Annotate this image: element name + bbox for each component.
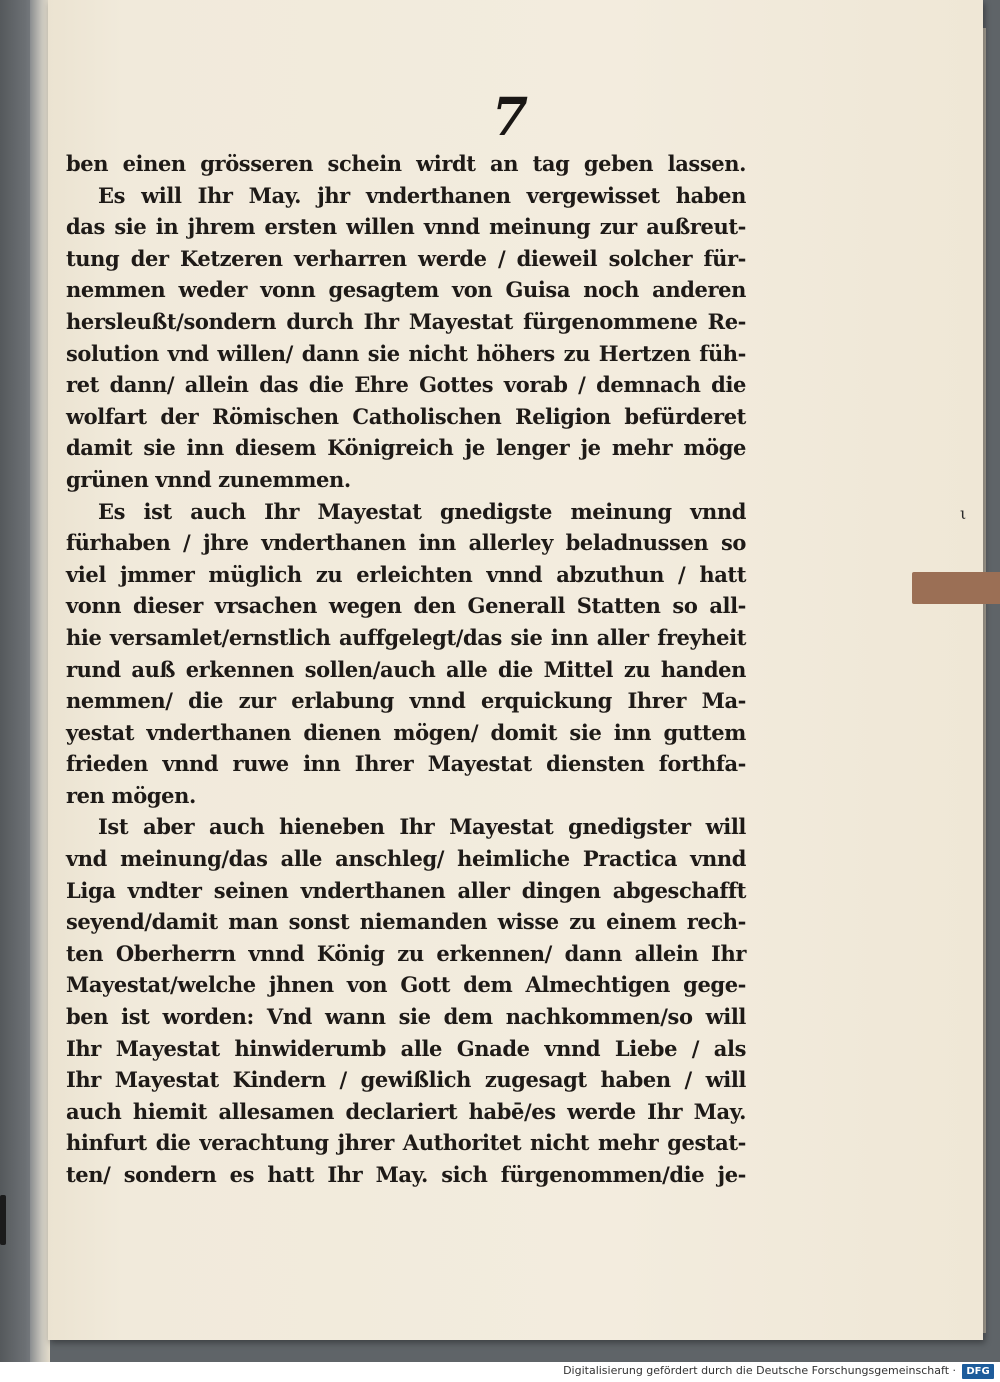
text-line: vonn dieser vrsachen wegen den Generall Statten so all- bbox=[66, 593, 746, 619]
text-line: das sie in jhrem ersten willen vnnd meinung zur außreut- bbox=[66, 214, 746, 240]
text-line: vnd meinung/das alle anschleg/ heimliche Practica vnnd bbox=[66, 846, 746, 872]
text-line: fürhaben / jhre vnderthanen inn allerley beladnussen so bbox=[66, 530, 746, 556]
text-line: ben einen grösseren schein wirdt an tag geben lassen. bbox=[66, 151, 746, 176]
text-line: solution vnd willen/ dann sie nicht höhers zu Hertzen füh- bbox=[66, 340, 746, 366]
text-line: Es will Ihr May. jhr vnderthanen vergewisset haben bbox=[98, 182, 746, 208]
text-line: Ihr Mayestat Kindern / gewißlich zugesagt haben / will bbox=[66, 1067, 746, 1093]
text-line: Ihr Mayestat hinwiderumb alle Gnade vnnd Liebe / als bbox=[66, 1035, 746, 1061]
text-line: wolfart der Römischen Catholischen Religion befürderet bbox=[66, 403, 746, 429]
text-line: Liga vndter seinen vnderthanen aller dingen abgeschafft bbox=[66, 877, 746, 903]
text-line: yestat vnderthanen dienen mögen/ domit sie inn guttem bbox=[66, 719, 746, 745]
text-line: damit sie inn diesem Königreich je lenger je mehr möge bbox=[66, 435, 746, 461]
dfg-logo: DFG bbox=[962, 1364, 994, 1379]
bookmark-tab bbox=[912, 572, 1000, 604]
text-line: ret dann/ allein das die Ehre Gottes vorab / demnach die bbox=[66, 372, 746, 398]
funding-credit: Digitalisierung gefördert durch die Deutsche Forschungsgemeinschaft · bbox=[563, 1364, 956, 1377]
book-spine bbox=[30, 0, 50, 1362]
text-line: hersleußt/sondern durch Ihr Mayestat fürgenommene Re- bbox=[66, 308, 746, 334]
body-text bbox=[66, 148, 746, 1191]
margin-mark: ι bbox=[960, 504, 967, 523]
text-line: tung der Ketzeren verharren werde / dieweil solcher für- bbox=[66, 245, 746, 271]
text-line: seyend/damit man sonst niemanden wisse zu einem rech- bbox=[66, 909, 746, 935]
text-line: grünen vnnd zunemmen. bbox=[66, 466, 351, 492]
ink-mark bbox=[0, 1195, 6, 1245]
text-line: nemmen weder vonn gesagtem von Guisa noch anderen bbox=[66, 277, 746, 303]
text-line: ten Oberherrn vnnd König zu erkennen/ dann allein Ihr bbox=[66, 940, 746, 966]
text-line: viel jmmer müglich zu erleichten vnnd abzuthun / hatt bbox=[66, 561, 746, 587]
text-line: Es ist auch Ihr Mayestat gnedigste meinung vnnd bbox=[98, 498, 746, 524]
text-line: hie versamlet/ernstlich auffgelegt/das sie inn aller freyheit bbox=[66, 624, 746, 650]
page-number: 7 bbox=[491, 87, 529, 148]
text-line: ren mögen. bbox=[66, 782, 196, 808]
text-line: rund auß erkennen sollen/auch alle die Mittel zu handen bbox=[66, 656, 746, 682]
text-line: Mayestat/welche jhnen von Gott dem Almechtigen gege- bbox=[66, 972, 746, 998]
text-line: nemmen/ die zur erlabung vnnd erquickung Ihrer Ma- bbox=[66, 688, 746, 714]
text-line: ten/ sondern es hatt Ihr May. sich fürgenommen/die je- bbox=[66, 1162, 746, 1187]
text-line: auch hiemit allesamen declariert habē/es werde Ihr May. bbox=[66, 1098, 746, 1124]
text-line: ben ist worden: Vnd wann sie dem nachkommen/so will bbox=[66, 1004, 746, 1030]
text-line: hinfurt die verachtung jhrer Authoritet nicht mehr gestat- bbox=[66, 1130, 746, 1156]
text-line: frieden vnnd ruwe inn Ihrer Mayestat diensten forthfa- bbox=[66, 751, 746, 777]
text-line: Ist aber auch hieneben Ihr Mayestat gnedigster will bbox=[98, 814, 746, 840]
